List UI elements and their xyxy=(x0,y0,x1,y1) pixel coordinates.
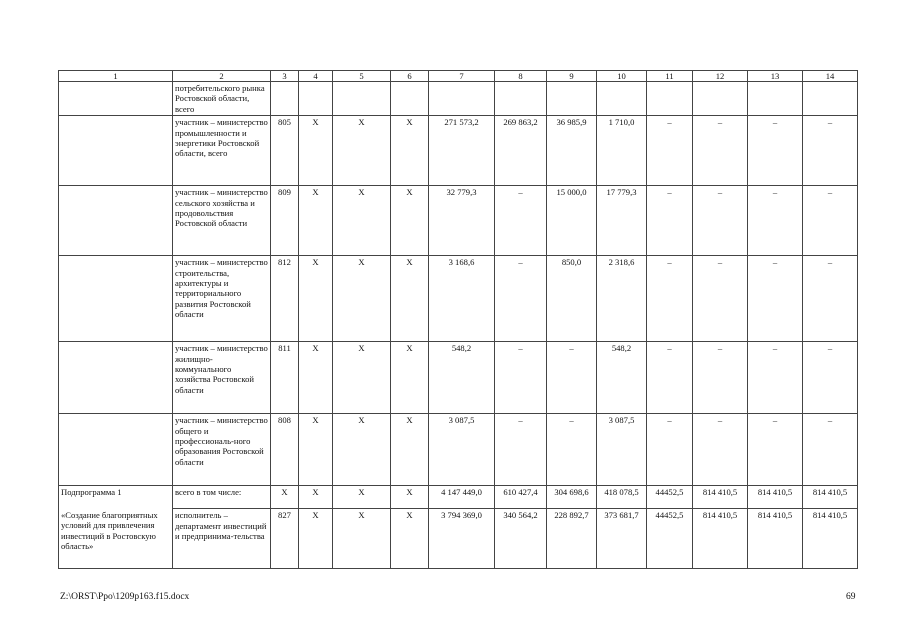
table-cell xyxy=(647,82,693,116)
table-cell xyxy=(59,116,173,186)
table-cell: – xyxy=(693,116,748,186)
table-cell: 44452,5 xyxy=(647,509,693,569)
table-cell: 850,0 xyxy=(547,256,597,342)
table-cell: 36 985,9 xyxy=(547,116,597,186)
table-cell: – xyxy=(647,342,693,414)
table-cell: 814 410,5 xyxy=(803,486,858,509)
table-cell: 811 xyxy=(271,342,299,414)
table-cell: участник – министерство жилищно-коммунального хозяйства Ростовской области xyxy=(173,342,271,414)
table-cell: – xyxy=(647,414,693,486)
table-cell xyxy=(59,186,173,256)
table-cell: Х xyxy=(391,486,429,509)
table-cell: Х xyxy=(333,509,391,569)
table-row xyxy=(59,186,858,256)
table-cell: Х xyxy=(333,414,391,486)
table-cell: 3 087,5 xyxy=(429,414,495,486)
column-header: 7 xyxy=(429,71,495,82)
table-cell: всего в том числе: xyxy=(173,486,271,509)
document-file-path: Z:\ORST\Ppo\1209p163.f15.docx xyxy=(60,592,190,602)
column-header: 6 xyxy=(391,71,429,82)
table-cell xyxy=(333,82,391,116)
column-header: 4 xyxy=(299,71,333,82)
table-cell: 548,2 xyxy=(597,342,647,414)
table-cell: Х xyxy=(299,414,333,486)
table-cell: 3 168,6 xyxy=(429,256,495,342)
table-cell: Х xyxy=(299,116,333,186)
table-cell: 44452,5 xyxy=(647,486,693,509)
table-cell: – xyxy=(803,342,858,414)
table-cell: – xyxy=(803,414,858,486)
table-cell: Х xyxy=(299,509,333,569)
table-row xyxy=(59,256,858,342)
table-cell: Х xyxy=(391,186,429,256)
page-number: 69 xyxy=(846,592,856,602)
table-cell: Х xyxy=(391,509,429,569)
column-header: 2 xyxy=(173,71,271,82)
table-cell: Х xyxy=(333,486,391,509)
table-cell: – xyxy=(693,186,748,256)
table-cell xyxy=(693,82,748,116)
table-cell: Х xyxy=(391,256,429,342)
table-cell: 812 xyxy=(271,256,299,342)
table-cell: 548,2 xyxy=(429,342,495,414)
table-cell: Х xyxy=(299,186,333,256)
table-cell: 814 410,5 xyxy=(803,509,858,569)
table-cell: 610 427,4 xyxy=(495,486,547,509)
header-row xyxy=(59,71,858,82)
column-header: 10 xyxy=(597,71,647,82)
table-cell: 814 410,5 xyxy=(748,509,803,569)
table-cell: – xyxy=(495,186,547,256)
table-cell: 808 xyxy=(271,414,299,486)
table-cell: Х xyxy=(271,486,299,509)
table-row xyxy=(59,82,858,116)
table-cell: Х xyxy=(333,116,391,186)
column-header: 8 xyxy=(495,71,547,82)
table-cell: потребительского рынка Ростовской области, всего xyxy=(173,82,271,116)
table-cell: – xyxy=(693,256,748,342)
table-cell: Х xyxy=(299,486,333,509)
table-cell: 814 410,5 xyxy=(693,509,748,569)
column-header: 11 xyxy=(647,71,693,82)
table-cell: 32 779,3 xyxy=(429,186,495,256)
table-cell: – xyxy=(748,256,803,342)
table-cell: – xyxy=(693,342,748,414)
table-cell: 17 779,3 xyxy=(597,186,647,256)
table-cell: 827 xyxy=(271,509,299,569)
table-cell: – xyxy=(647,186,693,256)
table-cell xyxy=(547,82,597,116)
table-cell: участник – министерство строительства, архитектуры и территориального развития Ростовской области xyxy=(173,256,271,342)
table-cell xyxy=(803,82,858,116)
table-cell: 805 xyxy=(271,116,299,186)
table-cell: Подпрограмма 1 xyxy=(59,486,173,509)
table-cell xyxy=(299,82,333,116)
table-cell xyxy=(391,82,429,116)
table-row xyxy=(59,509,858,569)
table-cell: 373 681,7 xyxy=(597,509,647,569)
column-header: 9 xyxy=(547,71,597,82)
table-cell: Х xyxy=(391,414,429,486)
table-cell: исполнитель – департамент инвестиций и предпринима-тельства xyxy=(173,509,271,569)
table-cell: Х xyxy=(299,342,333,414)
table-cell xyxy=(429,82,495,116)
table-cell xyxy=(59,82,173,116)
table-cell: 2 318,6 xyxy=(597,256,647,342)
table-cell: – xyxy=(547,414,597,486)
column-header: 12 xyxy=(693,71,748,82)
column-header: 14 xyxy=(803,71,858,82)
table-row xyxy=(59,486,858,509)
table-cell: 814 410,5 xyxy=(693,486,748,509)
table-row xyxy=(59,116,858,186)
column-header: 5 xyxy=(333,71,391,82)
table-cell: – xyxy=(495,256,547,342)
table-cell: 809 xyxy=(271,186,299,256)
column-header: 13 xyxy=(748,71,803,82)
table-cell: – xyxy=(803,186,858,256)
table-cell: 271 573,2 xyxy=(429,116,495,186)
table-cell: 4 147 449,0 xyxy=(429,486,495,509)
column-header: 1 xyxy=(59,71,173,82)
table-cell xyxy=(59,414,173,486)
table-cell: – xyxy=(748,186,803,256)
table-cell: 418 078,5 xyxy=(597,486,647,509)
table-cell: Х xyxy=(299,256,333,342)
table-row xyxy=(59,414,858,486)
table-cell: 3 794 369,0 xyxy=(429,509,495,569)
table-cell xyxy=(271,82,299,116)
table-cell: – xyxy=(495,414,547,486)
table-cell: участник – министерство общего и профессиональ-ного образования Ростовской области xyxy=(173,414,271,486)
budget-table xyxy=(58,70,858,569)
table-cell: Х xyxy=(391,116,429,186)
table-cell: 814 410,5 xyxy=(748,486,803,509)
table-cell: 340 564,2 xyxy=(495,509,547,569)
table-cell: участник – министерство промышленности и энергетики Ростовской области, всего xyxy=(173,116,271,186)
table-cell: – xyxy=(647,116,693,186)
table-row xyxy=(59,342,858,414)
table-cell: «Создание благоприятных условий для привлечения инвестиций в Ростовскую область» xyxy=(59,509,173,569)
table-cell xyxy=(59,256,173,342)
table-cell: – xyxy=(748,116,803,186)
table-cell xyxy=(597,82,647,116)
table-cell: – xyxy=(803,256,858,342)
table-cell: 15 000,0 xyxy=(547,186,597,256)
table-cell: 228 892,7 xyxy=(547,509,597,569)
table-cell: Х xyxy=(333,186,391,256)
table-cell: 269 863,2 xyxy=(495,116,547,186)
table-cell: Х xyxy=(391,342,429,414)
table-cell: – xyxy=(748,414,803,486)
table-cell: 3 087,5 xyxy=(597,414,647,486)
table-cell: 1 710,0 xyxy=(597,116,647,186)
table-cell: – xyxy=(495,342,547,414)
table-cell: – xyxy=(803,116,858,186)
table-cell xyxy=(495,82,547,116)
table-cell: Х xyxy=(333,256,391,342)
table-cell: – xyxy=(693,414,748,486)
table-cell xyxy=(748,82,803,116)
table-cell: Х xyxy=(333,342,391,414)
table-cell: – xyxy=(547,342,597,414)
table-cell xyxy=(59,342,173,414)
table-cell: 304 698,6 xyxy=(547,486,597,509)
column-header: 3 xyxy=(271,71,299,82)
table-cell: – xyxy=(748,342,803,414)
table-cell: – xyxy=(647,256,693,342)
table-cell: участник – министерство сельского хозяйства и продовольствия Ростовской области xyxy=(173,186,271,256)
